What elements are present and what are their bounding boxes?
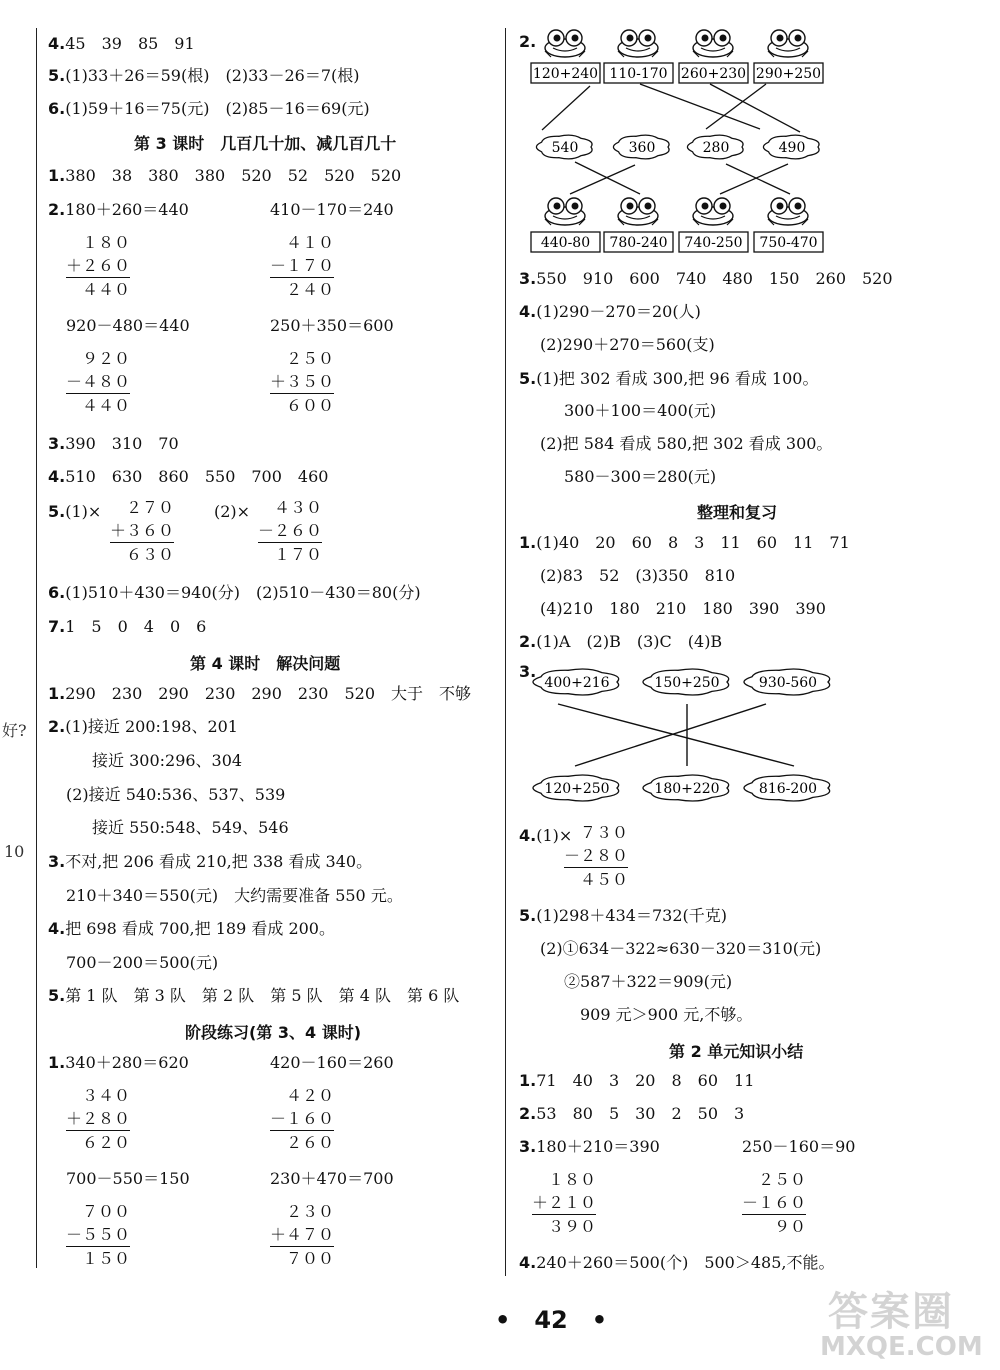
expression-text: 120+240: [532, 66, 599, 82]
expression-text: 110-170: [609, 66, 668, 82]
answer-text: (2)①634－322≈630－320＝310(元): [540, 939, 822, 958]
cloud-value: 540: [551, 140, 579, 156]
question-number: 5.: [519, 369, 537, 388]
page-number: • 42 •: [495, 1306, 608, 1334]
q2-label: 2.: [519, 32, 537, 51]
answer-line: [48, 434, 179, 454]
answer-line: [270, 316, 394, 336]
calc-row: ２７０: [126, 498, 175, 517]
calc-row: １８０: [82, 233, 131, 252]
calc-row: １７０: [274, 545, 323, 564]
question-number: 3.: [48, 434, 66, 453]
calc-row: ＋３５０: [270, 371, 334, 395]
calc-row: ３４０: [82, 1086, 131, 1105]
answer-text: (1)把 302 看成 300,把 96 看成 100。: [536, 369, 819, 388]
calc-row: ３９０: [548, 1217, 597, 1236]
answer-line: [540, 599, 826, 619]
answer-text: 180＋260＝440: [65, 200, 189, 219]
calc-row: ４３０: [274, 498, 323, 517]
answer-text: 第 1 队 第 3 队 第 2 队 第 5 队 第 4 队 第 6 队: [65, 986, 460, 1005]
answer-text: (2)83 52 (3)350 810: [540, 566, 736, 585]
question-number: 4.: [48, 34, 66, 53]
cloud-value: 360: [628, 140, 656, 156]
calc-row: －２８０: [564, 845, 628, 869]
calc-row: －１６０: [742, 1192, 806, 1216]
answer-line: [519, 369, 818, 389]
calc-row: ９２０: [82, 349, 131, 368]
answer-line: [214, 502, 250, 522]
watermark-line2: MXQE.COM: [820, 1332, 983, 1362]
calc-row: ４１０: [286, 233, 335, 252]
section-heading: 阶段练习(第 3、4 课时): [185, 1023, 362, 1042]
answer-line: [48, 34, 195, 54]
frog-icon: [768, 198, 808, 225]
answer-text: (1)接近 200:198、201: [65, 717, 238, 736]
question-number: 1.: [48, 684, 66, 703]
answer-text: 53 80 5 30 2 50 3: [536, 1104, 745, 1123]
vertical-calculation: [742, 1169, 806, 1239]
answer-text: 1 5 0 4 0 6: [65, 617, 207, 636]
frog-icon: [618, 30, 658, 57]
cloud-value: 280: [702, 140, 730, 156]
answer-text: 把 698 看成 700,把 189 看成 200。: [65, 919, 335, 938]
answer-line: [270, 1053, 394, 1073]
column-divider: [505, 28, 506, 1276]
answer-text: (1)290－270＝20(人): [536, 302, 701, 321]
answer-text: (4)210 180 210 180 390 390: [540, 599, 826, 618]
answer-line: [519, 1071, 754, 1091]
answer-text: 550 910 600 740 480 150 260 520: [536, 269, 893, 288]
answer-text: 71 40 3 20 8 60 11: [536, 1071, 755, 1090]
answer-line: [48, 617, 206, 637]
calc-row: １８０: [548, 1170, 597, 1189]
answer-line: [66, 953, 218, 973]
calc-row: ２５０: [286, 349, 335, 368]
answer-text: 380 38 380 380 520 52 520 520: [65, 166, 402, 185]
calc-row: ４４０: [82, 396, 131, 415]
vertical-calculation: [66, 232, 130, 302]
watermark: [818, 1278, 998, 1366]
cloud-expression: 180+220: [654, 781, 720, 797]
frog-icon: [545, 198, 585, 225]
answer-text: (1)59＋16＝75(元) (2)85－16＝69(元): [65, 99, 370, 118]
answer-line: [742, 1137, 855, 1157]
answer-text: 700－550＝150: [66, 1169, 190, 1188]
question-number: 1.: [519, 1071, 537, 1090]
answer-text: (2)290＋270＝560(支): [540, 335, 715, 354]
question-number: 4.: [519, 826, 537, 845]
vertical-calculation: [270, 232, 334, 302]
answer-text: 230＋470＝700: [270, 1169, 394, 1188]
vertical-calculation: [66, 348, 130, 418]
answer-text: (1)33＋26＝59(根) (2)33－26＝7(根): [65, 66, 360, 85]
answer-line: [564, 467, 716, 487]
question-number: 2.: [519, 1104, 537, 1123]
match-line: [558, 704, 794, 766]
calc-row: ６００: [286, 396, 335, 415]
calc-row: ２５０: [758, 1170, 807, 1189]
answer-line: [519, 906, 727, 926]
section-heading: 第 4 课时 解决问题: [190, 654, 341, 673]
question-number: 6.: [48, 99, 66, 118]
cloud-expression: 930-560: [758, 675, 818, 691]
answer-line: [519, 1137, 660, 1157]
question-number: 4.: [519, 302, 537, 321]
cloud-value: 490: [778, 140, 806, 156]
section-heading: 整理和复习: [697, 503, 778, 522]
section-heading: 第 3 课时 几百几十加、减几百几十: [134, 134, 397, 153]
question-number: 7.: [48, 617, 66, 636]
answer-text: 920－480＝440: [66, 316, 190, 335]
answer-line: [92, 818, 289, 838]
answer-text: (1)40 20 60 8 3 11 60 11 71: [536, 533, 850, 552]
answer-text: (1)510＋430＝940(分) (2)510－430＝80(分): [65, 583, 421, 602]
answer-line: [564, 972, 732, 992]
answer-line: [540, 434, 832, 454]
answer-line: [540, 939, 821, 959]
frog-icon: [545, 30, 585, 57]
vertical-calculation: [258, 497, 322, 567]
expression-text: 780-240: [609, 235, 668, 251]
answer-line: [48, 200, 189, 220]
edge-fragment: 10: [4, 842, 25, 861]
answer-line: [66, 316, 190, 336]
vertical-calculation: [532, 1169, 596, 1239]
edge-fragment: 好?: [2, 721, 27, 740]
answer-line: [66, 1169, 190, 1189]
calc-row: －４８０: [66, 371, 130, 395]
matching-diagram-clouds: [530, 660, 850, 810]
answer-text: 300＋100＝400(元): [564, 401, 717, 420]
calc-row: ＋２８０: [66, 1108, 130, 1132]
expression-text: 750-470: [759, 235, 818, 251]
question-number: 6.: [48, 583, 66, 602]
answer-text: 250＋350＝600: [270, 316, 394, 335]
calc-row: －５５０: [66, 1224, 130, 1248]
left-margin-rule: [36, 28, 37, 1268]
answer-line: [48, 919, 335, 939]
question-number: 1.: [48, 166, 66, 185]
answer-line: [540, 335, 715, 355]
calc-row: ＋３６０: [110, 520, 174, 544]
answer-line: [48, 852, 372, 872]
q3-label: 3.: [519, 662, 537, 681]
answer-text: 580－300＝280(元): [564, 467, 717, 486]
question-number: 2.: [48, 200, 66, 219]
calc-row: ４２０: [286, 1086, 335, 1105]
question-number: 1.: [48, 1053, 66, 1072]
answer-line: [92, 751, 242, 771]
answer-line: [48, 66, 360, 86]
answer-line: [48, 684, 471, 704]
calc-row: ４５０: [580, 870, 629, 889]
answer-text: (2)把 584 看成 580,把 302 看成 300。: [540, 434, 833, 453]
question-number: 3.: [519, 1137, 537, 1156]
answer-line: [519, 1104, 744, 1124]
answer-line: [48, 986, 459, 1006]
vertical-calculation: [270, 1085, 334, 1155]
answer-text: 210＋340＝550(元) 大约需要准备 550 元。: [66, 886, 403, 905]
question-number: 4.: [48, 467, 66, 486]
match-line: [706, 84, 766, 129]
answer-text: 不对,把 206 看成 210,把 338 看成 340。: [65, 852, 373, 871]
answer-line: [48, 99, 370, 119]
answer-text: 420－160＝260: [270, 1053, 394, 1072]
answer-text: 290 230 290 230 290 230 520 大于 不够: [65, 684, 471, 703]
calc-row: ２６０: [286, 1133, 335, 1152]
answer-text: 接近 300:296、304: [92, 751, 243, 770]
calc-row: ７００: [82, 1202, 131, 1221]
calc-row: －１７０: [270, 255, 334, 279]
vertical-calculation: [66, 1085, 130, 1155]
question-number: 3.: [519, 269, 537, 288]
answer-line: [270, 1169, 394, 1189]
answer-line: [66, 886, 403, 906]
answer-text: 340＋280＝620: [65, 1053, 189, 1072]
question-number: 5.: [48, 66, 66, 85]
question-number: 5.: [519, 906, 537, 925]
expression-text: 290+250: [755, 66, 822, 82]
calc-row: ＋２１０: [532, 1192, 596, 1216]
answer-line: [519, 632, 722, 652]
vertical-calculation: [66, 1201, 130, 1271]
expression-text: 740-250: [684, 235, 743, 251]
answer-line: [48, 467, 328, 487]
answer-text: 909 元＞900 元,不够。: [580, 1005, 753, 1024]
cloud-expression: 120+250: [544, 781, 610, 797]
question-number: 4.: [48, 919, 66, 938]
calc-row: １５０: [82, 1249, 131, 1268]
match-line: [720, 164, 788, 194]
question-number: 5.: [48, 986, 66, 1005]
match-line: [575, 704, 766, 766]
frog-icon: [768, 30, 808, 57]
question-number: 5.: [48, 502, 66, 521]
frog-icon: [618, 198, 658, 225]
match-line: [726, 164, 790, 194]
answer-line: [48, 1053, 189, 1073]
question-number: 1.: [519, 533, 537, 552]
answer-line: [48, 717, 238, 737]
calc-row: ９０: [758, 1217, 807, 1236]
answer-text: ②587＋322＝909(元): [564, 972, 733, 991]
calc-row: ６３０: [126, 545, 175, 564]
answer-text: 250－160＝90: [742, 1137, 856, 1156]
answer-text: 510 630 860 550 700 460: [65, 467, 329, 486]
watermark-line1: 答案圈: [828, 1289, 954, 1335]
calc-row: ７００: [286, 1249, 335, 1268]
calc-row: ２４０: [286, 280, 335, 299]
match-line: [640, 84, 760, 129]
question-number: 4.: [519, 1253, 537, 1272]
calc-row: ＋２６０: [66, 255, 130, 279]
answer-text: 410－170＝240: [270, 200, 394, 219]
cloud-expression: 400+216: [544, 675, 610, 691]
calc-row: ＋４７０: [270, 1224, 334, 1248]
match-line: [710, 84, 800, 132]
answer-text: (2)接近 540:536、537、539: [66, 785, 286, 804]
section-heading: 第 2 单元知识小结: [669, 1042, 804, 1061]
calc-row: ４４０: [82, 280, 131, 299]
frog-icon: [693, 198, 733, 225]
answer-text: 45 39 85 91: [65, 34, 195, 53]
frog-icon: [693, 30, 733, 57]
expression-text: 440-80: [540, 235, 591, 251]
answer-text: (1)298＋434＝732(千克): [536, 906, 727, 925]
question-number: 2.: [519, 632, 537, 651]
cloud-expression: 150+250: [654, 675, 720, 691]
answer-line: [270, 200, 394, 220]
calc-row: ６２０: [82, 1133, 131, 1152]
calc-row: －１６０: [270, 1108, 334, 1132]
answer-line: [48, 502, 101, 522]
answer-text: (1)A (2)B (3)C (4)B: [536, 632, 723, 651]
vertical-calculation: [270, 1201, 334, 1271]
answer-line: [540, 566, 735, 586]
vertical-calculation: [564, 822, 628, 892]
answer-text: (1)×: [65, 502, 102, 521]
answer-line: [48, 583, 421, 603]
answer-line: [519, 1253, 835, 1273]
cloud-expression: 816-200: [758, 781, 818, 797]
answer-line: [519, 302, 701, 322]
answer-line: [564, 401, 716, 421]
matching-diagram-frogs: [530, 26, 830, 256]
calc-row: －２６０: [258, 520, 322, 544]
answer-line: [519, 269, 893, 289]
vertical-calculation: [110, 497, 174, 567]
question-number: 2.: [48, 717, 66, 736]
answer-text: 700－200＝500(元): [66, 953, 219, 972]
answer-text: 接近 550:548、549、546: [92, 818, 289, 837]
expression-text: 260+230: [680, 66, 747, 82]
answer-text: 180＋210＝390: [536, 1137, 660, 1156]
answer-text: 390 310 70: [65, 434, 179, 453]
answer-text: (1)×: [536, 826, 573, 845]
calc-row: ２３０: [286, 1202, 335, 1221]
match-line: [542, 86, 590, 130]
vertical-calculation: [270, 348, 334, 418]
match-line: [570, 165, 635, 194]
question-number: 3.: [48, 852, 66, 871]
calc-row: ７３０: [580, 823, 629, 842]
answer-line: [48, 166, 401, 186]
answer-text: 240＋260＝500(个) 500＞485,不能。: [536, 1253, 835, 1272]
answer-line: [66, 785, 285, 805]
answer-text: (2)×: [214, 502, 251, 521]
answer-line: [580, 1005, 752, 1025]
answer-line: [519, 533, 850, 553]
